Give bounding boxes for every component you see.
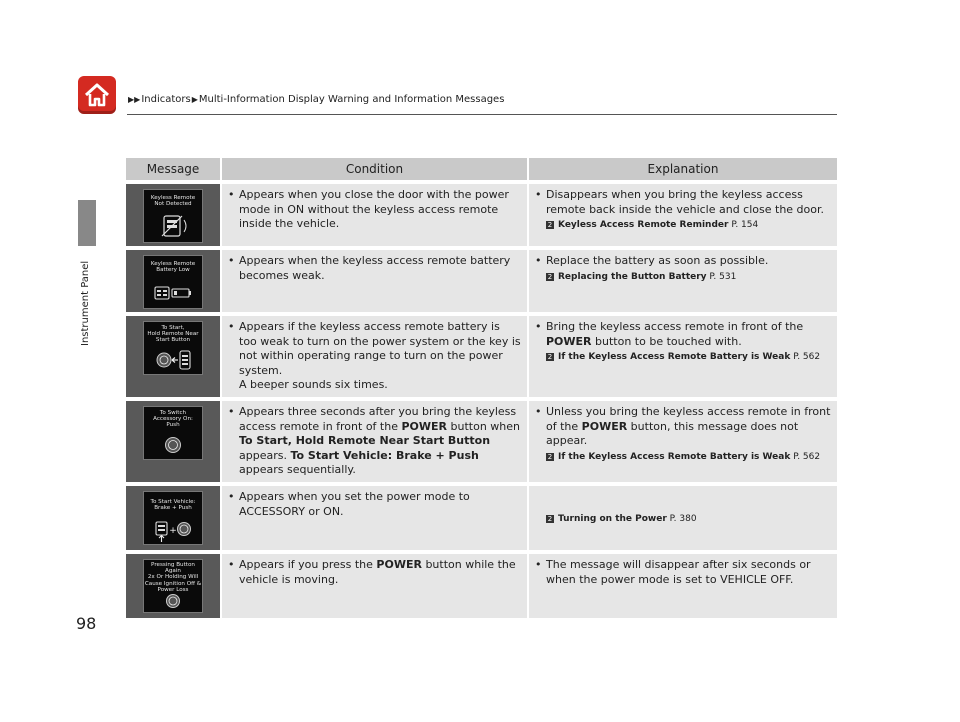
- bullet-icon: •: [535, 188, 542, 201]
- table-row: [126, 180, 837, 246]
- column-header-explanation: Explanation: [529, 158, 837, 180]
- message-image-cell: [126, 246, 222, 312]
- page-reference-link[interactable]: 2 Keyless Access Remote Reminder P. 154: [547, 220, 759, 231]
- column-header-condition: Condition: [222, 158, 529, 180]
- display-screen-keyless-not-detected: Keyless Remote Not Detected: [143, 189, 203, 243]
- message-image-cell: [126, 550, 222, 618]
- bullet-icon: •: [228, 557, 235, 571]
- bullet-icon: •: [228, 320, 235, 333]
- reference-arrow-icon: 2: [547, 353, 553, 362]
- bullet-icon: •: [228, 489, 235, 503]
- messages-table: [126, 158, 837, 618]
- page-reference-link[interactable]: 2 Turning on the Power P. 380: [547, 513, 697, 524]
- bullet-icon: •: [228, 404, 235, 418]
- remote-battery-icon: [144, 256, 202, 308]
- breadcrumb: [127, 94, 504, 105]
- explanation-cell: • Bring the keyless access remote in front of the POWER button to be touched with. 2 If the Keyless Access Remote Battery is Weak P. 562: [529, 312, 837, 397]
- table-row: [126, 397, 837, 482]
- breadcrumb-arrow-icon: ▶▶: [128, 95, 141, 104]
- condition-cell: • Appears when the keyless access remote battery becomes weak.: [222, 246, 529, 312]
- table-row: [126, 246, 837, 312]
- condition-cell: • Appears when you set the power mode to ACCESSORY or ON.: [222, 482, 529, 550]
- condition-cell: • Appears if you press the POWER button while the vehicle is moving.: [222, 550, 529, 618]
- breadcrumb-arrow-icon: ▶: [191, 95, 198, 104]
- bullet-icon: •: [228, 188, 235, 201]
- home-button[interactable]: [78, 76, 116, 114]
- keyless-remote-crossed-icon: [144, 190, 202, 242]
- reference-arrow-icon: 2: [547, 514, 553, 523]
- table-row: [126, 550, 837, 618]
- bullet-icon: •: [535, 557, 542, 571]
- brake-plus-power-icon: [144, 492, 202, 544]
- explanation-cell: • Disappears when you bring the keyless access remote back inside the vehicle and close the door. 2 Keyless Access Remote Reminder P. 154: [529, 180, 837, 246]
- display-screen-brake-push: To Start Vehicle: Brake + Push +: [143, 491, 203, 545]
- section-label: Instrument Panel: [80, 260, 91, 346]
- power-button-icon: [144, 407, 202, 459]
- power-button-remote-icon: [144, 322, 202, 374]
- column-header-message: Message: [126, 158, 222, 180]
- breadcrumb-page: Multi-Information Display Warning and Information Messages: [198, 94, 505, 105]
- message-image-cell: [126, 482, 222, 550]
- table-row: [126, 482, 837, 550]
- page-reference-link[interactable]: 2 If the Keyless Access Remote Battery is Weak P. 562: [547, 451, 821, 462]
- header-divider: [127, 114, 837, 115]
- explanation-cell: [529, 482, 837, 550]
- message-image-cell: [126, 180, 222, 246]
- reference-arrow-icon: 2: [547, 221, 553, 230]
- condition-cell: • Appears when you close the door with the power mode in ON without the keyless access remote inside the vehicle.: [222, 180, 529, 246]
- section-tab-marker: [78, 200, 96, 246]
- bullet-icon: •: [535, 254, 542, 267]
- bullet-icon: •: [535, 404, 542, 418]
- display-screen-keyless-battery-low: Keyless Remote Battery Low: [143, 255, 203, 309]
- table-row: [126, 312, 837, 397]
- reference-arrow-icon: 2: [547, 452, 553, 461]
- power-button-icon: [144, 560, 202, 612]
- home-icon: [82, 80, 112, 110]
- condition-cell: • Appears if the keyless access remote battery is too weak to turn on the power system or the key is not within operating range to turn on the power system. A beeper sounds six times.: [222, 312, 529, 397]
- condition-cell: • Appears three seconds after you bring the keyless access remote in front of the POWER button when To Start, Hold Remote Near Start Button appears. To Start Vehicle: Brake + Push appears sequentially.: [222, 397, 529, 482]
- reference-arrow-icon: 2: [547, 272, 553, 281]
- page-reference-link[interactable]: 2 If the Keyless Access Remote Battery is Weak P. 562: [547, 352, 821, 363]
- bullet-icon: •: [228, 254, 235, 267]
- table-header-row: [126, 158, 837, 180]
- display-screen-pressing-button-again: Pressing Button Again 2x Or Holding Will Cause Ignition Off & Power Loss: [143, 559, 203, 613]
- display-screen-switch-accessory: To Switch Accessory On: Push: [143, 406, 203, 460]
- page-reference-link[interactable]: 2 Replacing the Button Battery P. 531: [547, 271, 737, 282]
- explanation-cell: • The message will disappear after six seconds or when the power mode is set to VEHICLE OFF.: [529, 550, 837, 618]
- message-image-cell: [126, 312, 222, 397]
- svg-text:+: +: [169, 525, 177, 536]
- bullet-icon: •: [535, 320, 542, 333]
- display-screen-hold-remote-near: To Start, Hold Remote Near Start Button: [143, 321, 203, 375]
- explanation-cell: • Replace the battery as soon as possible. 2 Replacing the Button Battery P. 531: [529, 246, 837, 312]
- message-image-cell: [126, 397, 222, 482]
- breadcrumb-section[interactable]: Indicators: [141, 94, 191, 105]
- page-number: 98: [76, 614, 97, 633]
- explanation-cell: • Unless you bring the keyless access remote in front of the POWER button, this message does not appear. 2 If the Keyless Access Remote Battery is Weak P. 562: [529, 397, 837, 482]
